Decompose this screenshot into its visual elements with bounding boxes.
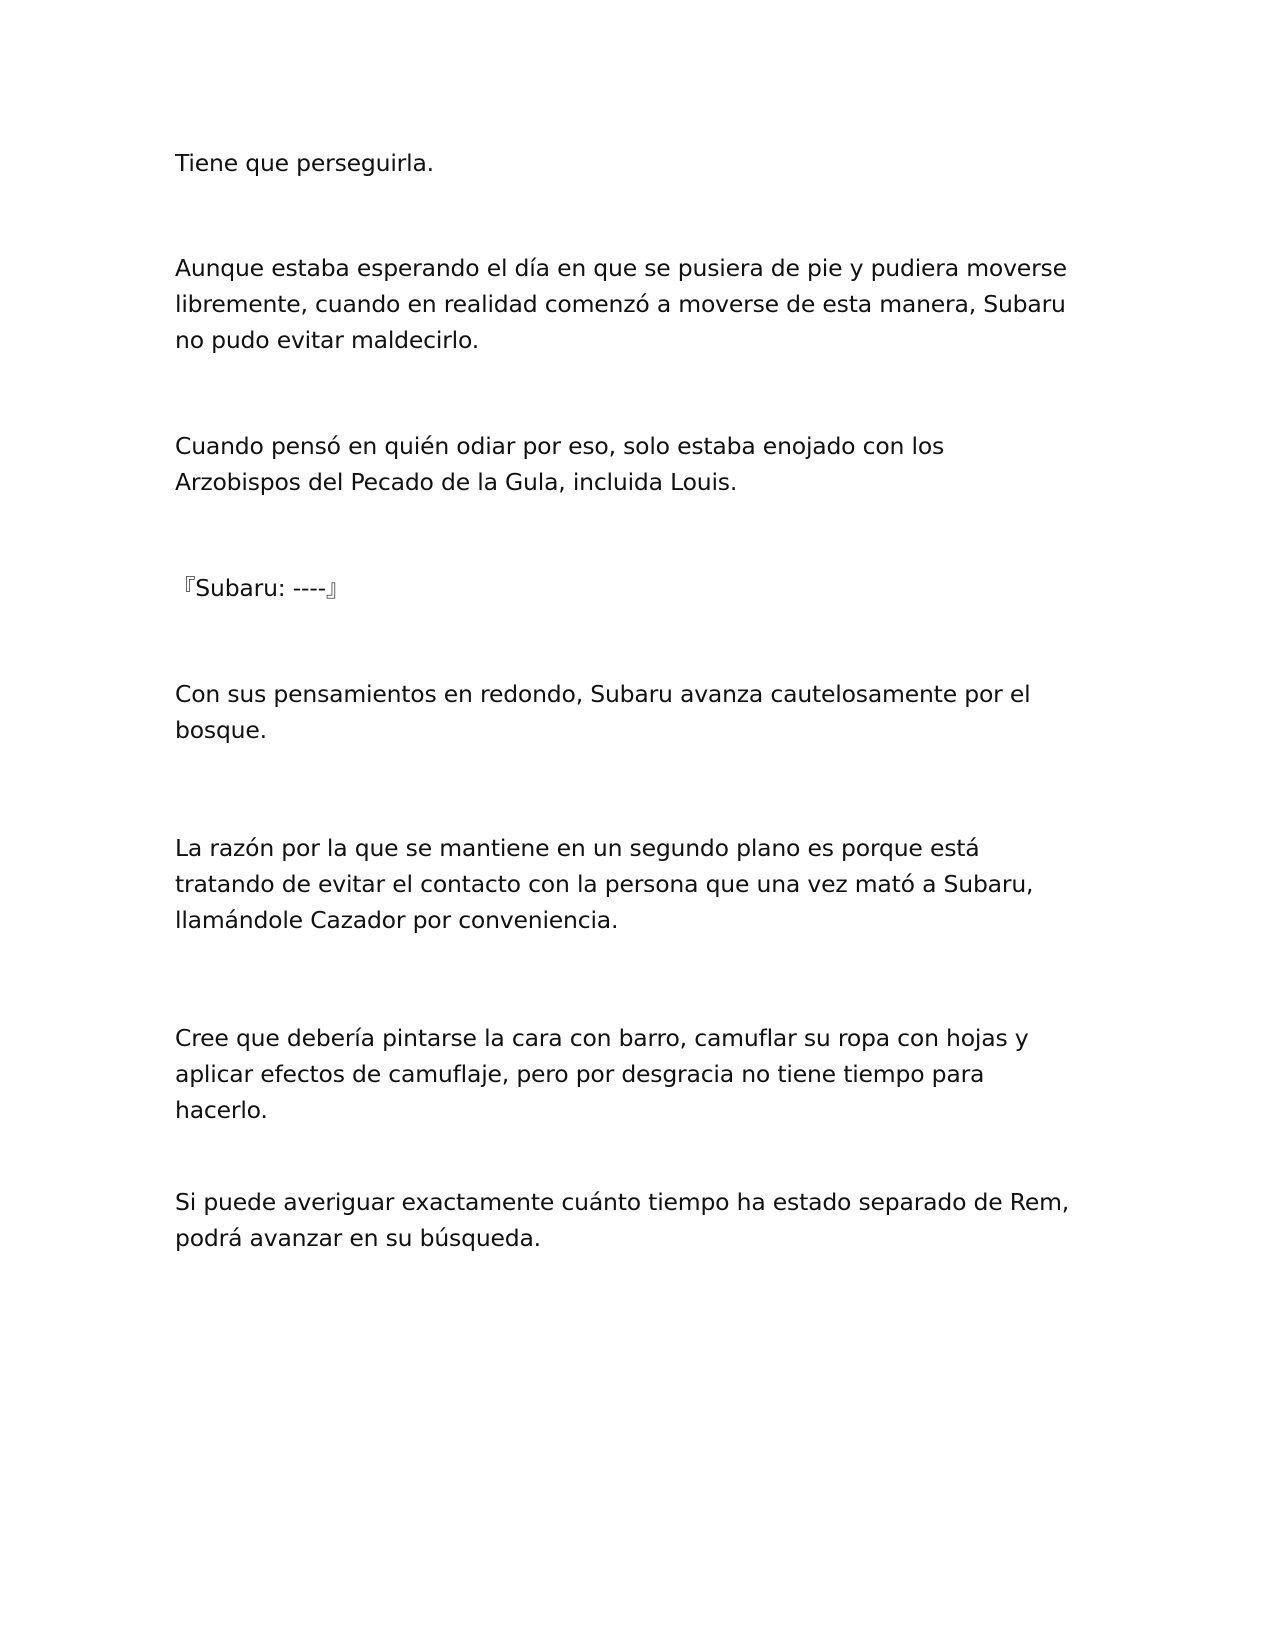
paragraph-line: bosque.: [175, 716, 267, 744]
paragraph-line: libremente, cuando en realidad comenzó a moverse de esta manera, Subaru: [175, 290, 1066, 318]
paragraph-line: Arzobispos del Pecado de la Gula, incluida Louis.: [175, 468, 738, 496]
paragraph-line: Cree que debería pintarse la cara con barro, camuflar su ropa con hojas y: [175, 1024, 1029, 1052]
paragraph-2: [175, 250, 1095, 358]
paragraph-line: Con sus pensamientos en redondo, Subaru avanza cautelosamente por el: [175, 680, 1031, 708]
paragraph-8: [175, 1184, 1095, 1256]
paragraph-line: tratando de evitar el contacto con la persona que una vez mató a Subaru,: [175, 870, 1034, 898]
paragraph-6: [175, 830, 1095, 938]
paragraph-line: Cuando pensó en quién odiar por eso, solo estaba enojado con los: [175, 432, 945, 460]
paragraph-line: Si puede averiguar exactamente cuánto tiempo ha estado separado de Rem,: [175, 1188, 1070, 1216]
paragraph-4-dialogue: [172, 570, 1092, 606]
paragraph-line: Aunque estaba esperando el día en que se pusiera de pie y pudiera moverse: [175, 254, 1067, 282]
paragraph-line: Tiene que perseguirla.: [175, 149, 434, 177]
paragraph-line: no pudo evitar maldecirlo.: [175, 326, 480, 354]
paragraph-1: [175, 145, 1095, 181]
paragraph-5: [175, 676, 1095, 748]
paragraph-7: [175, 1020, 1095, 1128]
dialogue-line: 『Subaru: ----』: [172, 574, 350, 602]
paragraph-line: llamándole Cazador por conveniencia.: [175, 906, 619, 934]
paragraph-line: hacerlo.: [175, 1096, 268, 1124]
paragraph-line: podrá avanzar en su búsqueda.: [175, 1224, 541, 1252]
paragraph-line: aplicar efectos de camuflaje, pero por desgracia no tiene tiempo para: [175, 1060, 985, 1088]
paragraph-line: La razón por la que se mantiene en un segundo plano es porque está: [175, 834, 980, 862]
paragraph-3: [175, 428, 1095, 500]
